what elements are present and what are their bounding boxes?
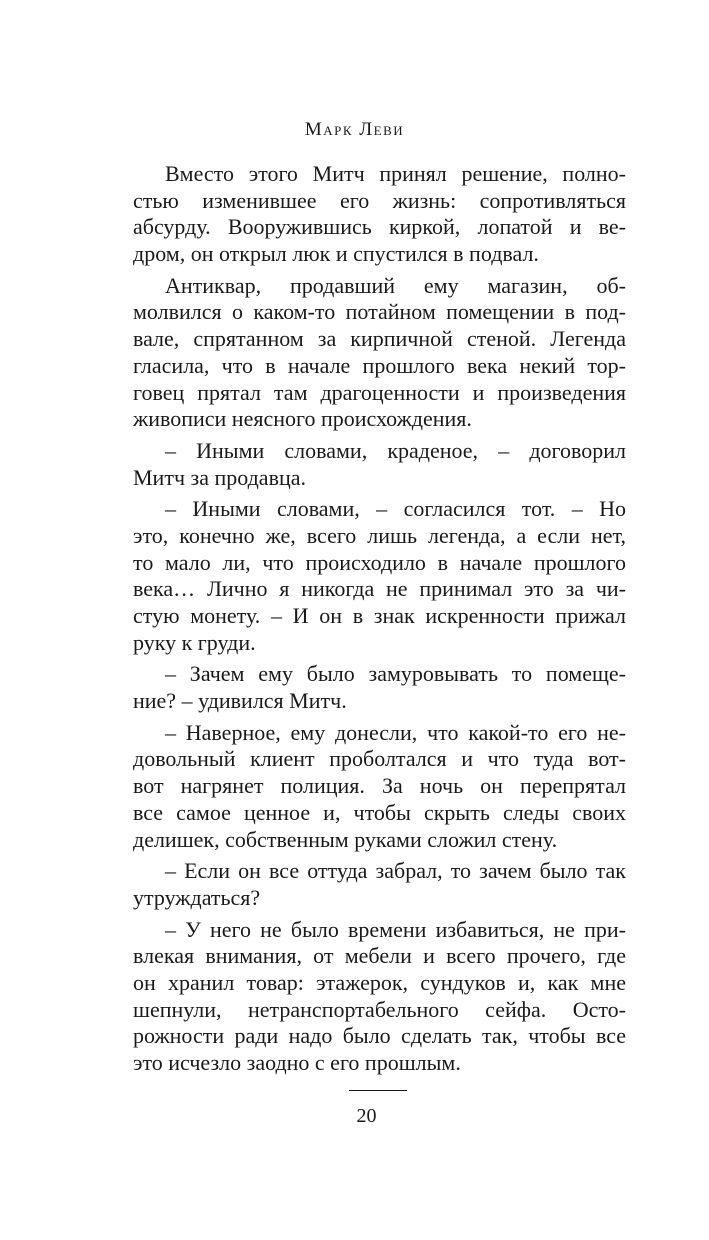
paragraph [133, 496, 626, 656]
text-line: довольный клиент проболтался и что туда вот- [133, 746, 626, 772]
text-line: – Зачем ему было замуровывать то помеще- [165, 661, 626, 687]
text-line: стью изменившее его жизнь: сопротивляться [133, 187, 626, 213]
text-line: это, конечно же, всего лишь легенда, а если нет, [133, 522, 626, 548]
footer-rule [349, 1090, 407, 1091]
text-line: гласила, что в начале прошлого века некий тор- [133, 352, 626, 378]
text-line: абсурду. Вооружившись киркой, лопатой и ве- [133, 214, 626, 240]
text-line: ние? – удивился Митч. [133, 688, 347, 714]
text-line: Вместо этого Митч принял решение, полно- [165, 161, 626, 186]
text-line: рожности ради надо было сделать так, чтобы все [133, 1023, 626, 1049]
paragraph [133, 720, 626, 853]
text-line: влекая внимания, от мебели и всего прочего, где [133, 943, 626, 969]
text-line: – Иными словами, краденое, – договорил [165, 437, 626, 463]
text-line: века… Лично я никогда не принимал это за чи- [133, 576, 626, 602]
text-line: Митч за продавца. [133, 464, 306, 490]
text-line: вале, спрятанном за кирпичной стеной. Легенда [133, 326, 626, 352]
paragraph [133, 438, 626, 491]
running-head: Марк Леви [304, 119, 405, 140]
paragraph [133, 161, 626, 268]
text-line: – У него не было времени избавиться, не при- [165, 916, 626, 942]
body-text [133, 161, 626, 1082]
paragraph [133, 273, 626, 433]
text-line: живописи неясного происхождения. [133, 406, 472, 432]
text-line: молвился о каком-то потайном помещении в под- [133, 299, 626, 325]
page-number: 20 [356, 1105, 377, 1127]
paragraph [133, 917, 626, 1077]
text-line: – Иными словами, – согласился тот. – Но [165, 496, 626, 522]
text-line: Антиквар, продавший ему магазин, об- [165, 272, 626, 298]
text-line: он хранил товар: этажерок, сундуков и, как мне [133, 969, 626, 995]
text-line: делишек, собственным руками сложил стену. [133, 826, 558, 852]
text-line: шепнули, нетранспортабельного сейфа. Осто- [133, 996, 626, 1022]
text-line: все самое ценное и, чтобы скрыть следы своих [133, 799, 626, 825]
text-line: стую монету. – И он в знак искренности прижал [133, 603, 626, 628]
text-line: говец прятал там драгоценности и произведения [133, 379, 626, 405]
text-line: то мало ли, что происходило в начале прошлого [133, 549, 626, 575]
text-line: это исчезло заодно с его прошлым. [133, 1050, 461, 1075]
paragraph [133, 661, 626, 714]
text-line: – Если он все оттуда забрал, то зачем было так [165, 858, 626, 884]
text-line: утруждаться? [133, 884, 261, 910]
text-line: – Наверное, ему донесли, что какой-то его не- [165, 719, 626, 745]
text-line: дром, он открыл люк и спустился в подвал. [133, 241, 539, 267]
text-line: руку к груди. [133, 629, 256, 655]
text-line: вот нагрянет полиция. За ночь он перепрятал [133, 773, 626, 799]
paragraph [133, 858, 626, 911]
